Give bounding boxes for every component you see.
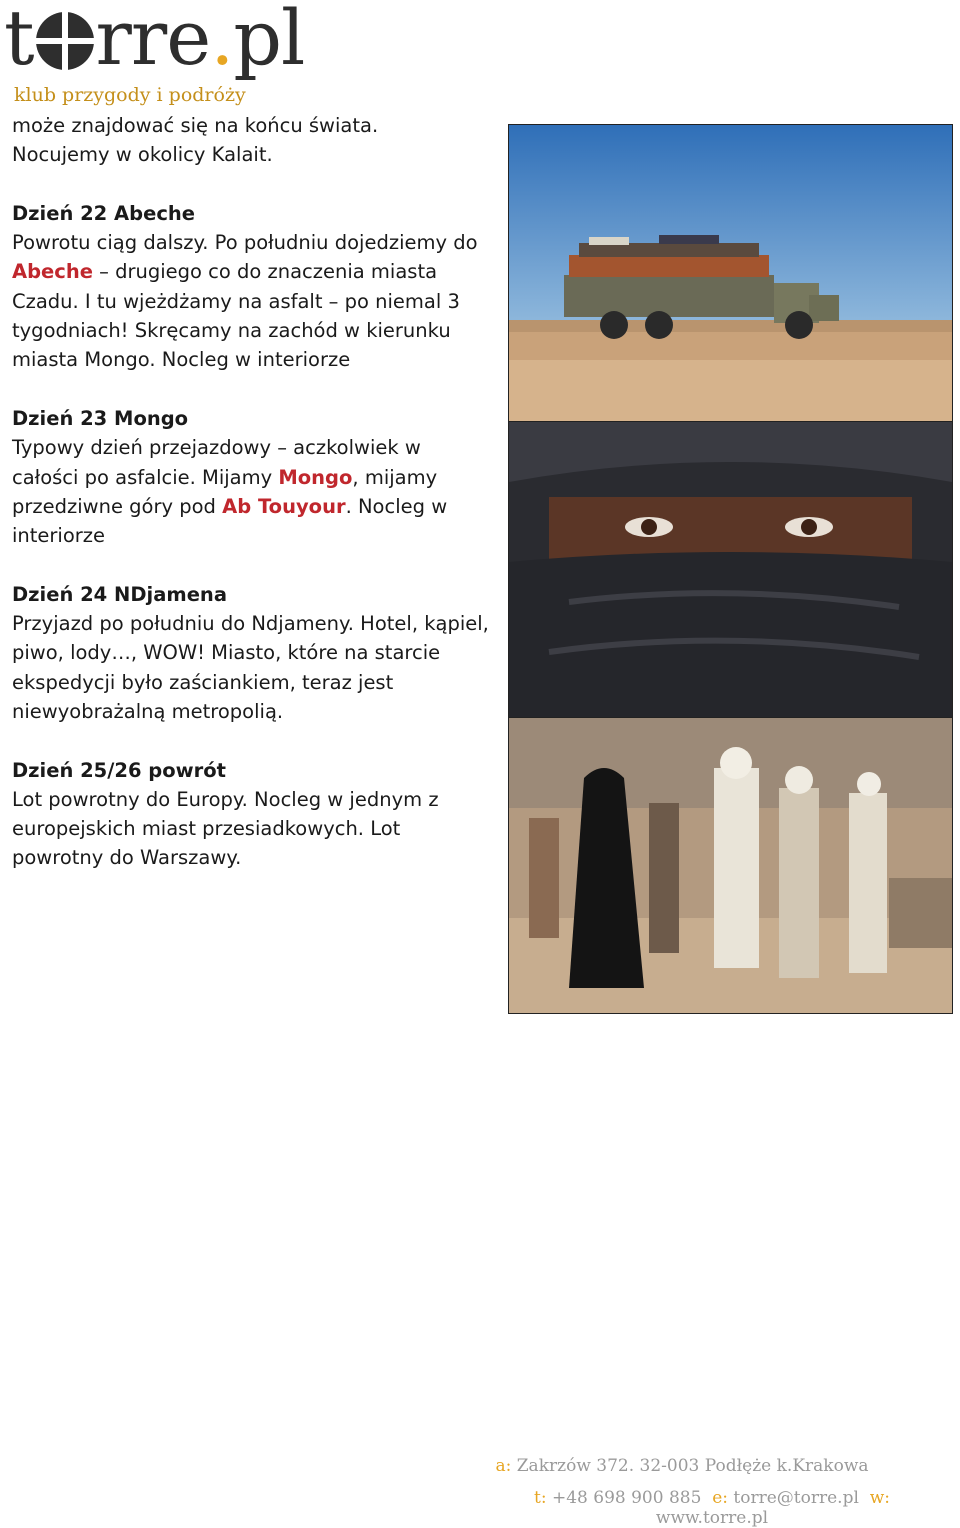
phone-text: +48 698 900 885 bbox=[551, 1488, 702, 1508]
photo-market-crowd bbox=[508, 717, 953, 1014]
day-title: Dzień 22 Abeche bbox=[12, 201, 195, 225]
day-body: Przyjazd po południu do Ndjameny. Hotel, kąpiel, piwo, lody…, WOW! Miasto, które na starcie ekspedycji było zaściankiem, teraz jest niewyobrażalną metropolią. bbox=[12, 612, 489, 723]
photo-turban-portrait bbox=[508, 421, 953, 718]
day-title: Dzień 25/26 powrót bbox=[12, 758, 227, 782]
footer-contact: t: +48 698 900 885 e: torre@torre.pl w: www.torre.pl bbox=[534, 1488, 890, 1528]
day-body: Typowy dzień przejazdowy – aczkolwiek w całości po asfalcie. Mijamy Mongo, mijamy przedziwne góry pod Ab Touyour. Nocleg w interiorze bbox=[12, 436, 448, 548]
email-link[interactable]: torre@torre.pl bbox=[733, 1488, 859, 1508]
day-body: Powrotu ciąg dalszy. Po południu dojedziemy do Abeche – drugiego co do znaczenia miasta Czadu. I tu wjeżdżamy na asfalt – po niemal 3 tygodniach! Skręcamy na zachód w kierunku miasta Mongo. Nocleg w interiorze bbox=[12, 231, 478, 372]
website-link[interactable]: www.torre.pl bbox=[655, 1508, 769, 1528]
day-25-section bbox=[12, 756, 492, 873]
intro-line: Nocujemy w okolicy Kalait. bbox=[12, 143, 273, 167]
day-22-section bbox=[12, 199, 492, 375]
day-title: Dzień 24 NDjamena bbox=[12, 582, 227, 606]
place-ab-touyour: Ab Touyour bbox=[222, 494, 346, 518]
intro-line: może znajdować się na końcu świata. bbox=[12, 114, 379, 137]
day-24-section bbox=[12, 580, 492, 726]
photo-truck-desert bbox=[508, 124, 953, 422]
logo-wordmark: t rre . pl bbox=[4, 0, 305, 82]
logo-tagline: klub przygody i podróży bbox=[14, 84, 246, 106]
globe-icon bbox=[36, 12, 94, 70]
day-title: Dzień 23 Mongo bbox=[12, 406, 189, 430]
itinerary-text bbox=[12, 111, 492, 873]
day-body: Lot powrotny do Europy. Nocleg w jednym z europejskich miast przesiadkowych. Lot powrotny do Warszawy. bbox=[12, 787, 439, 870]
place-abeche: Abeche bbox=[12, 260, 93, 284]
footer-address: a: Zakrzów 372. 32-003 Podłęże k.Krakowa bbox=[495, 1456, 869, 1476]
logo bbox=[4, 0, 334, 110]
place-mongo: Mongo bbox=[278, 465, 353, 489]
day-23-section bbox=[12, 404, 492, 550]
